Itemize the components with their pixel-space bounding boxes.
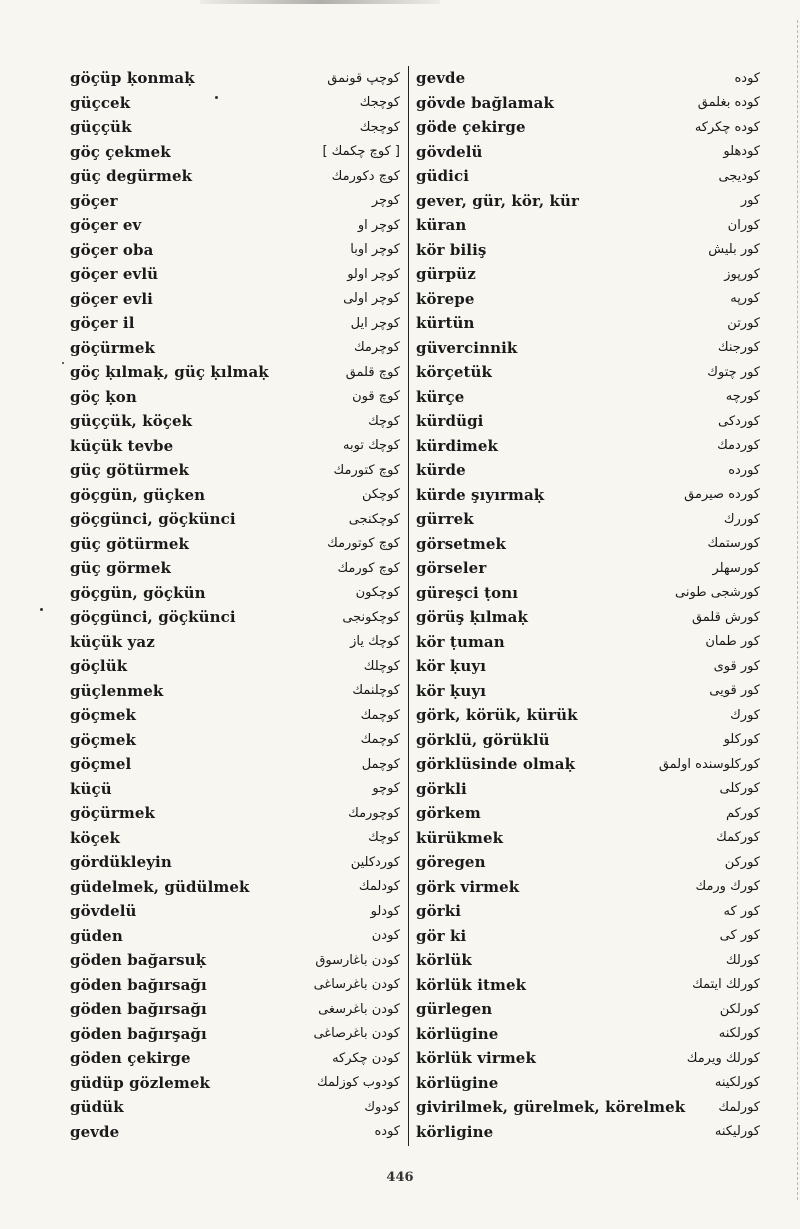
dictionary-entry	[70, 899, 400, 924]
dictionary-entry	[416, 924, 760, 949]
turkish-headword: güdüp gözlemek	[70, 1073, 210, 1092]
ottoman-script-form: كوركلو	[723, 732, 760, 748]
ottoman-script-form: كودهلو	[723, 144, 760, 160]
dictionary-entry	[70, 262, 400, 287]
dictionary-entry	[416, 875, 760, 900]
ink-speck	[62, 362, 64, 364]
dictionary-entry	[416, 385, 760, 410]
dictionary-page-body	[70, 66, 760, 1146]
turkish-headword: göçlük	[70, 657, 128, 676]
turkish-headword: güden	[70, 926, 123, 945]
dictionary-entry	[416, 287, 760, 312]
turkish-headword: küçü	[70, 779, 112, 798]
ottoman-script-form: كودن چكركه	[332, 1050, 400, 1066]
dictionary-entry	[70, 1071, 400, 1096]
ottoman-script-form: كودلو	[370, 903, 400, 919]
dictionary-entry	[416, 66, 760, 91]
dictionary-entry	[416, 1046, 760, 1071]
turkish-headword: güççük	[70, 118, 132, 137]
turkish-headword: köçek	[70, 828, 120, 847]
turkish-headword: göden bağırsağı	[70, 1000, 207, 1019]
dictionary-entry	[416, 1095, 760, 1120]
dictionary-entry	[416, 605, 760, 630]
column-divider	[408, 66, 409, 1146]
ottoman-script-form: كوچكن	[361, 487, 400, 503]
turkish-headword: gürlegen	[416, 1000, 493, 1019]
dictionary-entry	[416, 238, 760, 263]
ottoman-script-form: كور بليش	[708, 242, 760, 258]
ottoman-script-form: كوردكلين	[350, 854, 400, 870]
ottoman-script-form: كودن باغرسغى	[318, 1001, 400, 1017]
ottoman-script-form: كوچ كوتورمك	[327, 536, 400, 552]
dictionary-entry	[70, 630, 400, 655]
dictionary-entry	[416, 777, 760, 802]
turkish-headword: göde çekirge	[416, 118, 526, 137]
turkish-headword: göçgünci, göçkünci	[70, 608, 236, 627]
ottoman-script-form: كودن	[371, 928, 400, 944]
ink-speck	[215, 96, 218, 99]
dictionary-entry	[416, 948, 760, 973]
turkish-headword: körligine	[416, 1122, 494, 1141]
ottoman-script-form: كوچمك	[360, 732, 400, 748]
dictionary-entry	[416, 507, 760, 532]
ottoman-script-form: كوده	[734, 70, 760, 86]
turkish-headword: görkli	[416, 779, 467, 798]
turkish-headword: gördükleyin	[70, 853, 172, 872]
dictionary-entry	[416, 360, 760, 385]
ottoman-script-form: كورلكينه	[714, 1075, 760, 1091]
dictionary-entry	[70, 458, 400, 483]
turkish-headword: küçük yaz	[70, 632, 155, 651]
ottoman-script-form: كوچر اولو	[347, 266, 400, 282]
turkish-headword: göçgün, göçkün	[70, 583, 206, 602]
dictionary-entry	[416, 630, 760, 655]
dictionary-entry	[70, 213, 400, 238]
ottoman-script-form: كوچپ قونمق	[327, 70, 400, 86]
dictionary-entry	[416, 728, 760, 753]
dictionary-entry	[70, 115, 400, 140]
ottoman-script-form: كودوك	[364, 1099, 400, 1115]
dictionary-entry	[416, 654, 760, 679]
dictionary-entry	[70, 140, 400, 165]
ottoman-script-form: كورده	[728, 462, 760, 478]
turkish-headword: göçgün, güçken	[70, 485, 206, 504]
ottoman-script-form: كورلكن	[719, 1001, 760, 1017]
ottoman-script-form: كوركمك	[716, 830, 760, 846]
dictionary-entry	[416, 581, 760, 606]
ottoman-script-form: كورپوز	[724, 266, 760, 282]
ottoman-script-form: كودن باغارسوق	[315, 952, 400, 968]
ottoman-script-form: كوچمل	[361, 756, 400, 772]
dictionary-entry	[70, 703, 400, 728]
turkish-headword: gevde	[416, 69, 466, 88]
turkish-headword: göregen	[416, 853, 486, 872]
dictionary-entry	[70, 287, 400, 312]
dictionary-entry	[70, 311, 400, 336]
ottoman-script-form: كوچك	[368, 413, 400, 429]
turkish-headword: göçer oba	[70, 240, 154, 259]
dictionary-entry	[416, 91, 760, 116]
turkish-headword: göç ḳon	[70, 387, 137, 406]
dictionary-entry	[70, 875, 400, 900]
page-edge-line	[796, 20, 798, 1200]
ottoman-script-form: كوركم	[725, 805, 760, 821]
turkish-headword: givirilmek, gürelmek, körelmek	[416, 1098, 686, 1117]
ottoman-script-form: كورشجى طونى	[675, 585, 760, 601]
ottoman-script-form: كور كه	[723, 903, 760, 919]
ottoman-script-form: كوچرمك	[353, 340, 400, 356]
ottoman-script-form: كوچلك	[363, 658, 400, 674]
ottoman-script-form: كوچ كتورمك	[333, 462, 400, 478]
turkish-headword: göçmek	[70, 730, 137, 749]
turkish-headword: kürde şıyırmaḳ	[416, 485, 545, 504]
turkish-headword: göçer evli	[70, 289, 153, 308]
dictionary-entry	[70, 507, 400, 532]
ottoman-script-form: كورچه	[725, 389, 760, 405]
ottoman-script-form: كوركلى	[719, 781, 760, 797]
turkish-headword: göçürmek	[70, 338, 156, 357]
turkish-headword: kör ḳuyı	[416, 657, 487, 676]
turkish-headword: görüş ḳılmaḳ	[416, 608, 528, 627]
dictionary-entry	[70, 532, 400, 557]
dictionary-entry	[416, 311, 760, 336]
dictionary-entry	[416, 164, 760, 189]
ottoman-script-form: كورش قلمق	[691, 609, 760, 625]
turkish-headword: göçer il	[70, 314, 135, 333]
turkish-headword: göden çekirge	[70, 1049, 191, 1068]
dictionary-entry	[416, 899, 760, 924]
dictionary-entry	[70, 1046, 400, 1071]
turkish-headword: görklüsinde olmaḳ	[416, 755, 576, 774]
turkish-headword: gevde	[70, 1122, 120, 1141]
turkish-headword: göç ḳılmaḳ, güç ḳılmaḳ	[70, 363, 269, 382]
turkish-headword: güç götürmek	[70, 534, 189, 553]
ottoman-script-form: كوردمك	[717, 438, 760, 454]
ottoman-script-form: كور قويى	[709, 683, 760, 699]
dictionary-entry	[416, 826, 760, 851]
turkish-headword: göçgünci, göçkünci	[70, 510, 236, 529]
dictionary-entry	[70, 679, 400, 704]
ottoman-script-form: كورده صيرمق	[684, 487, 760, 503]
turkish-headword: güvercinnik	[416, 338, 518, 357]
turkish-headword: kör biliş	[416, 240, 487, 259]
ottoman-script-form: كورلك ايتمك	[692, 977, 760, 993]
turkish-headword: göçürmek	[70, 804, 156, 823]
dictionary-entry	[70, 189, 400, 214]
dictionary-entry	[70, 826, 400, 851]
turkish-headword: gör ki	[416, 926, 467, 945]
ottoman-script-form: كوديجى	[718, 168, 760, 184]
ottoman-script-form: كوچكون	[355, 585, 400, 601]
right-column	[416, 66, 760, 1144]
ottoman-script-form: كورلك	[725, 952, 760, 968]
dictionary-entry	[70, 238, 400, 263]
turkish-headword: güç götürmek	[70, 461, 189, 480]
turkish-headword: göçer evlü	[70, 265, 159, 284]
turkish-headword: gürrek	[416, 510, 474, 529]
ottoman-script-form: كورك ورمك	[695, 879, 760, 895]
dictionary-entry	[70, 973, 400, 998]
ottoman-script-form: كورلمك	[718, 1099, 760, 1115]
turkish-headword: kürükmek	[416, 828, 504, 847]
dictionary-entry	[416, 997, 760, 1022]
turkish-headword: körepe	[416, 289, 475, 308]
ottoman-script-form: كوچر اوبا	[350, 242, 400, 258]
dictionary-entry	[70, 728, 400, 753]
ottoman-script-form: كوررك	[723, 511, 760, 527]
dictionary-entry	[416, 458, 760, 483]
turkish-headword: kör ṭuman	[416, 632, 505, 651]
turkish-headword: kürde	[416, 461, 466, 480]
dictionary-entry	[70, 581, 400, 606]
ottoman-script-form: كوركن	[724, 854, 760, 870]
turkish-headword: güçcek	[70, 93, 131, 112]
dictionary-entry	[70, 360, 400, 385]
ottoman-script-form: كوچك ياز	[350, 634, 400, 650]
dictionary-entry	[70, 801, 400, 826]
dictionary-entry	[70, 66, 400, 91]
dictionary-entry	[70, 164, 400, 189]
turkish-headword: görklü, görüklü	[416, 730, 550, 749]
turkish-headword: göden bağarsuḳ	[70, 951, 207, 970]
ottoman-script-form: كورجنك	[717, 340, 760, 356]
dictionary-entry	[70, 924, 400, 949]
ottoman-script-form: كودن باغرساغى	[313, 977, 400, 993]
ottoman-script-form: كور قوى	[713, 658, 760, 674]
ottoman-script-form: كوچر ايل	[350, 315, 400, 331]
ottoman-script-form: كورلك ويرمك	[686, 1050, 760, 1066]
turkish-headword: göçmel	[70, 755, 132, 774]
dictionary-entry	[70, 409, 400, 434]
dictionary-entry	[416, 532, 760, 557]
turkish-headword: gever, gür, kör, kür	[416, 191, 580, 210]
ottoman-script-form: كوركلوسنده اولمق	[658, 756, 760, 772]
left-column	[70, 66, 400, 1144]
ottoman-script-form: كوچ قلمق	[345, 364, 400, 380]
turkish-headword: güç degürmek	[70, 167, 193, 186]
turkish-headword: körlügine	[416, 1024, 499, 1043]
dictionary-entry	[70, 336, 400, 361]
page-number: 446	[386, 1170, 414, 1185]
turkish-headword: görsetmek	[416, 534, 507, 553]
dictionary-entry	[70, 948, 400, 973]
turkish-headword: kürdügi	[416, 412, 484, 431]
turkish-headword: görki	[416, 902, 461, 921]
dictionary-entry	[416, 409, 760, 434]
dictionary-entry	[416, 703, 760, 728]
dictionary-entry	[70, 654, 400, 679]
turkish-headword: küran	[416, 216, 467, 235]
turkish-headword: gürpüz	[416, 265, 476, 284]
ottoman-script-form: كوچك توبه	[343, 438, 400, 454]
turkish-headword: kürtün	[416, 314, 475, 333]
turkish-headword: körçetük	[416, 363, 493, 382]
ottoman-script-form: كوچجك	[359, 119, 400, 135]
dictionary-entry	[416, 336, 760, 361]
ottoman-script-form: كوچجك	[359, 95, 400, 111]
dictionary-entry	[416, 140, 760, 165]
top-edge-smudge	[200, 0, 440, 4]
ottoman-script-form: كورك	[730, 707, 760, 723]
ottoman-script-form: كوده بغلمق	[697, 95, 760, 111]
ottoman-script-form: كوچر اولى	[343, 291, 400, 307]
dictionary-entry	[70, 997, 400, 1022]
turkish-headword: güçlenmek	[70, 681, 164, 700]
turkish-headword: kürçe	[416, 387, 465, 406]
ottoman-script-form: كورپه	[730, 291, 760, 307]
dictionary-entry	[416, 801, 760, 826]
dictionary-entry	[416, 189, 760, 214]
turkish-headword: göden bağırsağı	[70, 975, 207, 994]
dictionary-entry	[416, 213, 760, 238]
dictionary-entry	[416, 1071, 760, 1096]
turkish-headword: kör ḳuyı	[416, 681, 487, 700]
turkish-headword: güç görmek	[70, 559, 171, 578]
dictionary-entry	[70, 1120, 400, 1145]
ottoman-script-form: كوچك	[368, 830, 400, 846]
dictionary-entry	[70, 385, 400, 410]
turkish-headword: görk, körük, kürük	[416, 706, 578, 725]
ottoman-script-form: كور چتوك	[707, 364, 760, 380]
ink-speck	[40, 608, 43, 611]
dictionary-entry	[70, 1095, 400, 1120]
dictionary-entry	[70, 752, 400, 777]
ottoman-script-form: [ كوچ چكمك ]	[322, 144, 400, 160]
ottoman-script-form: كوده	[374, 1124, 400, 1140]
ottoman-script-form: كورليكنه	[714, 1124, 760, 1140]
dictionary-entry	[416, 752, 760, 777]
turkish-headword: göç çekmek	[70, 142, 171, 161]
dictionary-entry	[416, 679, 760, 704]
ottoman-script-form: كوچورمك	[348, 805, 400, 821]
ottoman-script-form: كوچ قون	[352, 389, 400, 405]
dictionary-entry	[70, 777, 400, 802]
ottoman-script-form: كورلكنه	[718, 1026, 760, 1042]
ottoman-script-form: كوچو	[372, 781, 400, 797]
ottoman-script-form: كوچكنجى	[348, 511, 400, 527]
dictionary-entry	[416, 556, 760, 581]
turkish-headword: güreşci ṭonı	[416, 583, 519, 602]
turkish-headword: gövde bağlamak	[416, 93, 554, 112]
dictionary-entry	[416, 434, 760, 459]
turkish-headword: güdük	[70, 1098, 124, 1117]
turkish-headword: göden bağırşağı	[70, 1024, 207, 1043]
ottoman-script-form: كورتن	[727, 315, 760, 331]
turkish-headword: körlügine	[416, 1073, 499, 1092]
turkish-headword: körlük itmek	[416, 975, 527, 994]
dictionary-entry	[70, 605, 400, 630]
turkish-headword: göçüp ḳonmaḳ	[70, 69, 195, 88]
dictionary-entry	[416, 1022, 760, 1047]
ottoman-script-form: كوردكى	[718, 413, 760, 429]
turkish-headword: göçer	[70, 191, 118, 210]
ottoman-script-form: كودوب كوزلمك	[317, 1075, 400, 1091]
turkish-headword: görseler	[416, 559, 487, 578]
turkish-headword: güççük, köçek	[70, 412, 193, 431]
turkish-headword: körlük	[416, 951, 472, 970]
ottoman-script-form: كوچر	[371, 193, 400, 209]
dictionary-entry	[416, 850, 760, 875]
ottoman-script-form: كوچ دكورمك	[331, 168, 400, 184]
turkish-headword: güdici	[416, 167, 470, 186]
ottoman-script-form: كور طمان	[705, 634, 760, 650]
turkish-headword: küçük tevbe	[70, 436, 174, 455]
dictionary-entry	[70, 556, 400, 581]
ottoman-script-form: كودن باغرصاغى	[313, 1026, 400, 1042]
ottoman-script-form: كوچلنمك	[352, 683, 400, 699]
turkish-headword: kürdimek	[416, 436, 498, 455]
ottoman-script-form: كورسهلر	[712, 560, 760, 576]
dictionary-entry	[70, 434, 400, 459]
dictionary-entry	[70, 483, 400, 508]
ottoman-script-form: كور	[740, 193, 760, 209]
ottoman-script-form: كوران	[727, 217, 760, 233]
ottoman-script-form: كوچمك	[360, 707, 400, 723]
ottoman-script-form: كور كى	[719, 928, 760, 944]
ottoman-script-form: كوده چكركه	[694, 119, 760, 135]
dictionary-entry	[70, 1022, 400, 1047]
turkish-headword: göçer ev	[70, 216, 142, 235]
turkish-headword: gövdelü	[70, 902, 137, 921]
turkish-headword: körlük virmek	[416, 1049, 536, 1068]
turkish-headword: görkem	[416, 804, 481, 823]
turkish-headword: gövdelü	[416, 142, 483, 161]
ottoman-script-form: كوچكونجى	[342, 609, 400, 625]
ottoman-script-form: كوچ كورمك	[337, 560, 400, 576]
turkish-headword: göçmek	[70, 706, 137, 725]
dictionary-entry	[416, 1120, 760, 1145]
dictionary-entry	[70, 850, 400, 875]
turkish-headword: görk virmek	[416, 877, 520, 896]
turkish-headword: güdelmek, güdülmek	[70, 877, 250, 896]
dictionary-entry	[416, 115, 760, 140]
ottoman-script-form: كورستمك	[707, 536, 760, 552]
dictionary-entry	[416, 262, 760, 287]
dictionary-entry	[416, 483, 760, 508]
ottoman-script-form: كوچر او	[357, 217, 400, 233]
ottoman-script-form: كودلمك	[358, 879, 400, 895]
dictionary-entry	[416, 973, 760, 998]
dictionary-entry	[70, 91, 400, 116]
